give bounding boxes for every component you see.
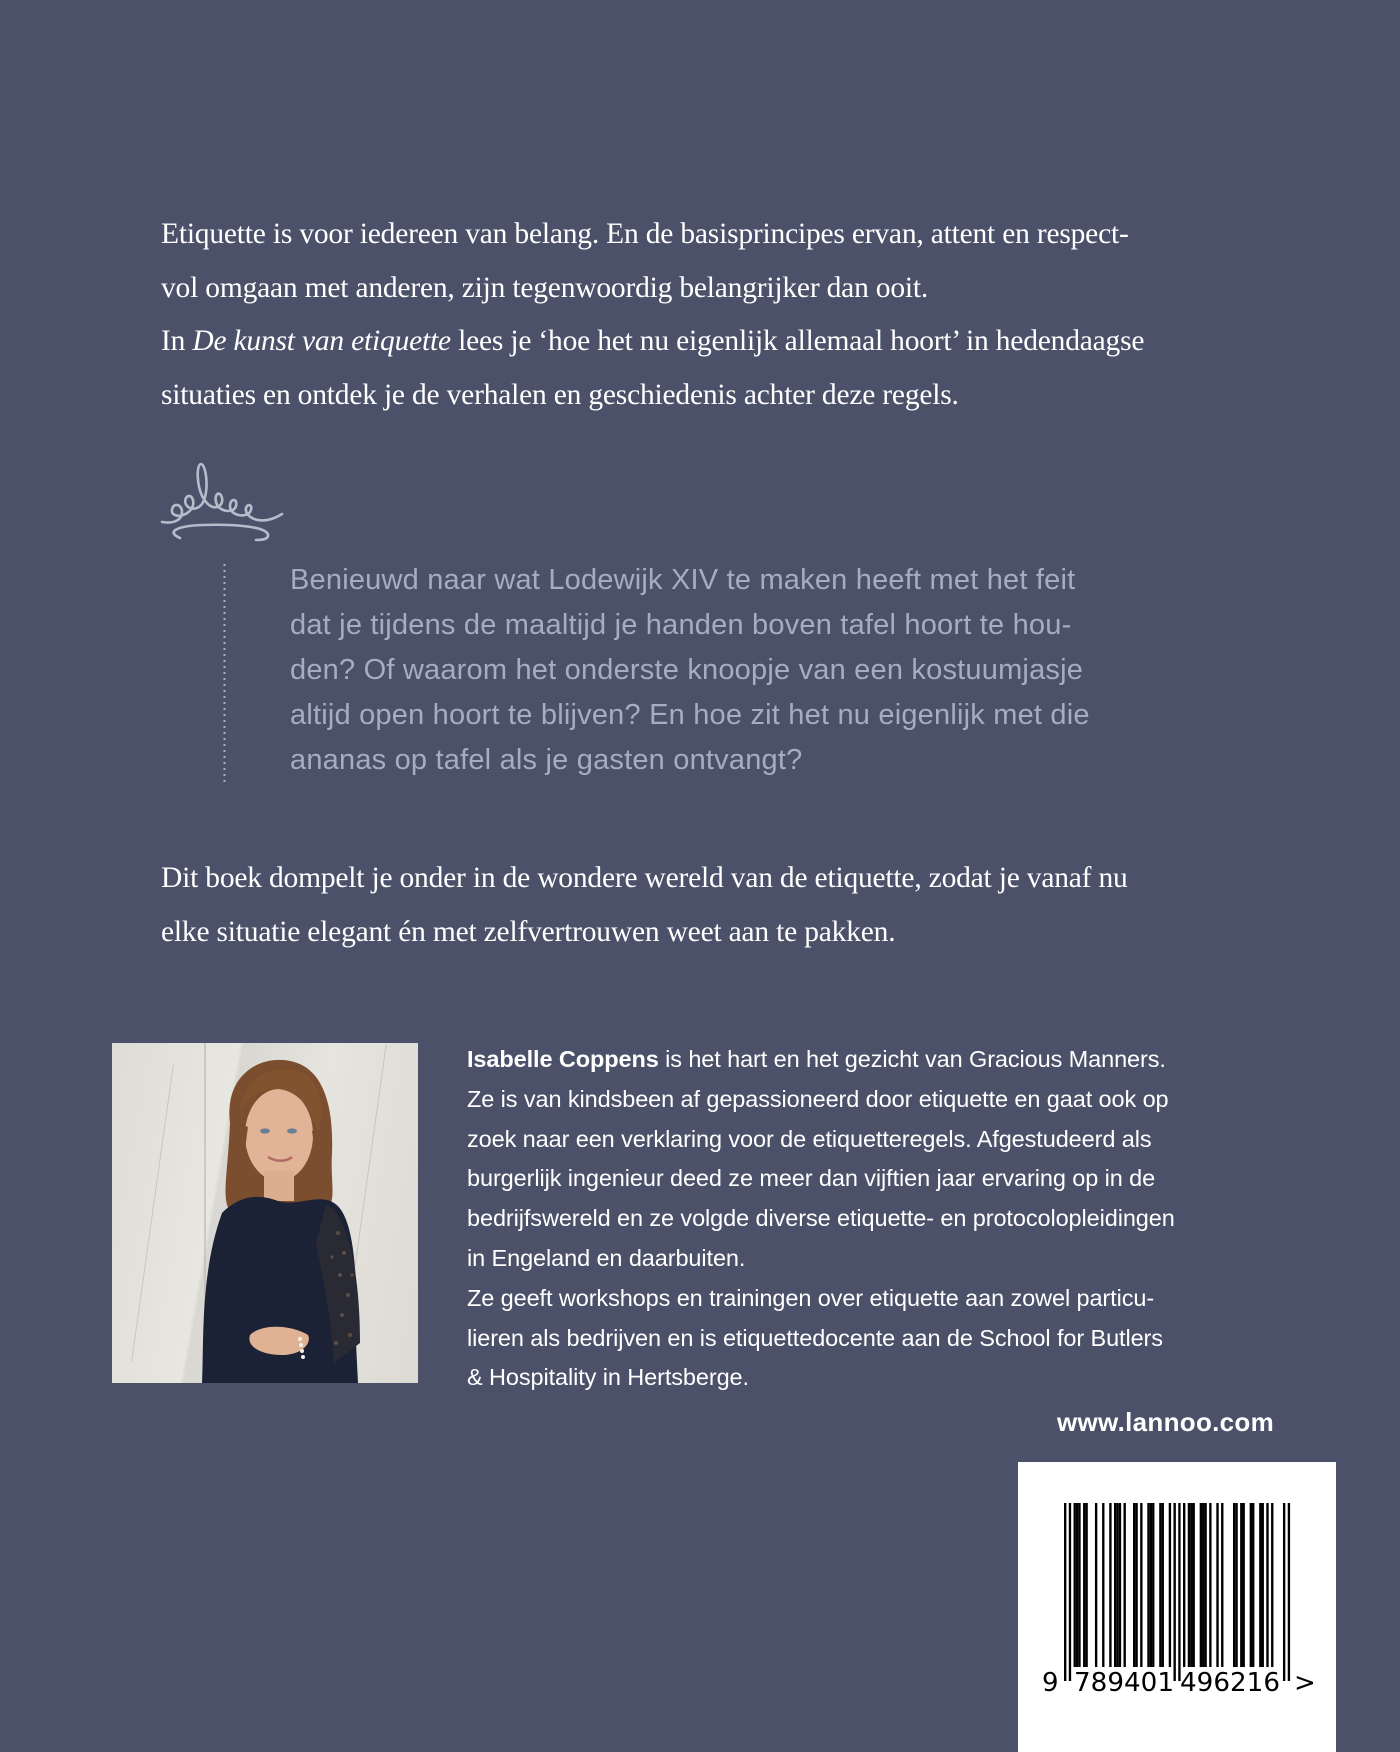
bio-line: zoek naar een verklaring voor de etiquetteregels. Afgestudeerd als	[467, 1125, 1152, 1152]
quote-line: altijd open hoort te blijven? En hoe zit het nu eigenlijk met die	[290, 699, 1090, 731]
intro-line-4: situaties en ontdek je de verhalen en geschiedenis achter deze regels.	[161, 378, 959, 411]
intro-paragraph	[161, 208, 1281, 422]
outro-line: elke situatie elegant én met zelfvertrouwen weet aan te pakken.	[161, 915, 896, 948]
book-title: De kunst van etiquette	[192, 325, 451, 357]
pull-quote	[290, 558, 1190, 783]
bio-line: Ze geeft workshops en trainingen over etiquette aan zowel particu-	[467, 1284, 1155, 1311]
quote-dotted-rule	[223, 562, 226, 782]
bio-line: Ze is van kindsbeen af gepassioneerd door etiquette en gaat ook op	[467, 1085, 1169, 1112]
outro-paragraph	[161, 852, 1281, 959]
bio-line-text: is het hart en het gezicht van Gracious Manners.	[658, 1046, 1166, 1072]
quote-line: den? Of waarom het onderste knoopje van een kostuumjasje	[290, 654, 1084, 686]
bio-line: & Hospitality in Hertsberge.	[467, 1364, 749, 1391]
quote-line: dat je tijdens de maaltijd je handen boven tafel hoort te hou-	[290, 609, 1072, 641]
author-photo	[112, 1043, 418, 1383]
quote-line: ananas op tafel als je gasten ontvangt?	[290, 744, 803, 776]
quote-line: Benieuwd naar wat Lodewijk XIV te maken heeft met het feit	[290, 564, 1076, 596]
intro-line-2: vol omgaan met anderen, zijn tegenwoordig belangrijker dan ooit.	[161, 271, 929, 304]
tiara-icon	[160, 456, 288, 546]
bio-line: bedrijfswereld en ze volgde diverse etiquette- en protocolopleidingen	[467, 1205, 1175, 1232]
isbn-barcode	[1018, 1462, 1336, 1752]
barcode-bars	[1018, 1462, 1336, 1752]
intro-line-3-suffix: lees je ‘hoe het nu eigenlijk allemaal hoort’ in hedendaagse	[450, 325, 1145, 357]
publisher-website-link[interactable]: www.lannoo.com	[1057, 1407, 1275, 1437]
bio-line: lieren als bedrijven en is etiquettedocente aan de School for Butlers	[467, 1324, 1163, 1351]
intro-line-3-prefix: In	[161, 325, 193, 357]
bio-line: burgerlijk ingenieur deed ze meer dan vijftien jaar ervaring op in de	[467, 1165, 1156, 1192]
barcode-left-digits: 789401	[1074, 1668, 1174, 1698]
barcode-quiet-mark: >	[1294, 1668, 1316, 1698]
bio-line: in Engeland en daarbuiten.	[467, 1244, 746, 1271]
author-bio	[467, 1040, 1287, 1398]
author-name: Isabelle Coppens	[467, 1046, 659, 1072]
bio-line	[467, 1040, 1287, 1080]
barcode-lead-digit: 9	[1042, 1668, 1059, 1698]
intro-line-1: Etiquette is voor iedereen van belang. En de basisprincipes ervan, attent en respect-	[161, 218, 1129, 250]
barcode-right-digits: 496216	[1180, 1668, 1280, 1698]
portrait-figure	[112, 1043, 418, 1383]
outro-line: Dit boek dompelt je onder in de wondere wereld van de etiquette, zodat je vanaf nu	[161, 862, 1128, 894]
intro-line-3	[161, 315, 1281, 369]
